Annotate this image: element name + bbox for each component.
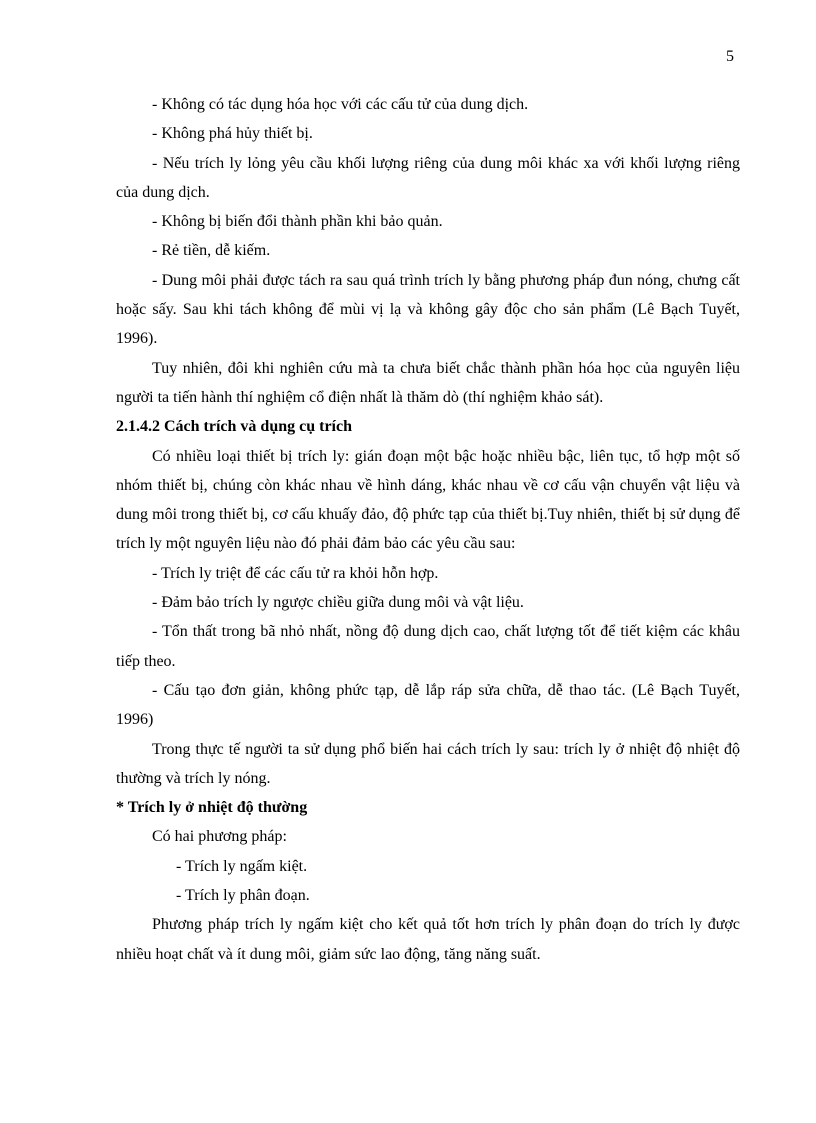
paragraph: - Dung môi phải được tách ra sau quá trình trích ly bằng phương pháp đun nóng, chưng cất hoặc sấy. Sau khi tách không để mùi vị lạ và không gây độc cho sản phẩm (Lê Bạch Tuyết, 1996). — [116, 271, 740, 348]
subsection-heading: * Trích ly ở nhiệt độ thường — [116, 799, 308, 817]
paragraph: - Không có tác dụng hóa học với các cấu tử của dung dịch. — [152, 96, 529, 113]
paragraph: - Nếu trích ly lỏng yêu cầu khối lượng riêng của dung môi khác xa với khối lượng riêng của dung dịch. — [116, 154, 740, 201]
document-body — [116, 90, 740, 969]
paragraph: - Cấu tạo đơn giản, không phức tạp, dễ lắp ráp sửa chữa, dễ thao tác. (Lê Bạch Tuyết, 1996) — [116, 681, 740, 729]
page-number: 5 — [726, 48, 734, 65]
paragraph: Có nhiều loại thiết bị trích ly: gián đoạn một bậc hoặc nhiều bậc, liên tục, tổ hợp một số nhóm thiết bị, chúng còn khác nhau về hình dáng, khác nhau về cơ cấu vận chuyển vật liệu và dung môi trong thiết bị, cơ cấu khuấy đảo, độ phức tạp của thiết bị.Tuy nhiên, thiết bị sử dụng để trích ly một nguyên liệu nào đó phải đảm bảo các yêu cầu sau: — [116, 447, 740, 553]
paragraph: - Không bị biến đổi thành phần khi bảo quản. — [152, 213, 443, 231]
section-heading: 2.1.4.2 Cách trích và dụng cụ trích — [116, 418, 352, 436]
list-item: - Trích ly ngấm kiệt. — [176, 857, 308, 875]
paragraph: - Trích ly triệt để các cấu tử ra khỏi hỗn hợp. — [152, 564, 439, 582]
paragraph: Tuy nhiên, đôi khi nghiên cứu mà ta chưa biết chắc thành phần hóa học của nguyên liệu người ta tiến hành thí nghiệm cổ điện nhất là thăm dò (thí nghiệm khảo sát). — [116, 359, 740, 406]
list-item: - Trích ly phân đoạn. — [176, 887, 310, 905]
paragraph: - Rẻ tiền, dễ kiếm. — [152, 242, 271, 260]
paragraph: Trong thực tế người ta sử dụng phổ biến hai cách trích ly sau: trích ly ở nhiệt độ nhiệt độ thường và trích ly nóng. — [116, 740, 740, 787]
paragraph: Phương pháp trích ly ngấm kiệt cho kết quả tốt hơn trích ly phân đoạn do trích ly được nhiều hoạt chất và ít dung môi, giảm sức lao động, tăng năng suất. — [116, 916, 740, 963]
paragraph: - Tổn thất trong bã nhỏ nhất, nồng độ dung dịch cao, chất lượng tốt để tiết kiệm các khâu tiếp theo. — [116, 623, 740, 670]
paragraph: - Đảm bảo trích ly ngược chiều giữa dung môi và vật liệu. — [152, 594, 524, 612]
paragraph: - Không phá hủy thiết bị. — [152, 125, 313, 143]
paragraph: Có hai phương pháp: — [152, 828, 287, 846]
